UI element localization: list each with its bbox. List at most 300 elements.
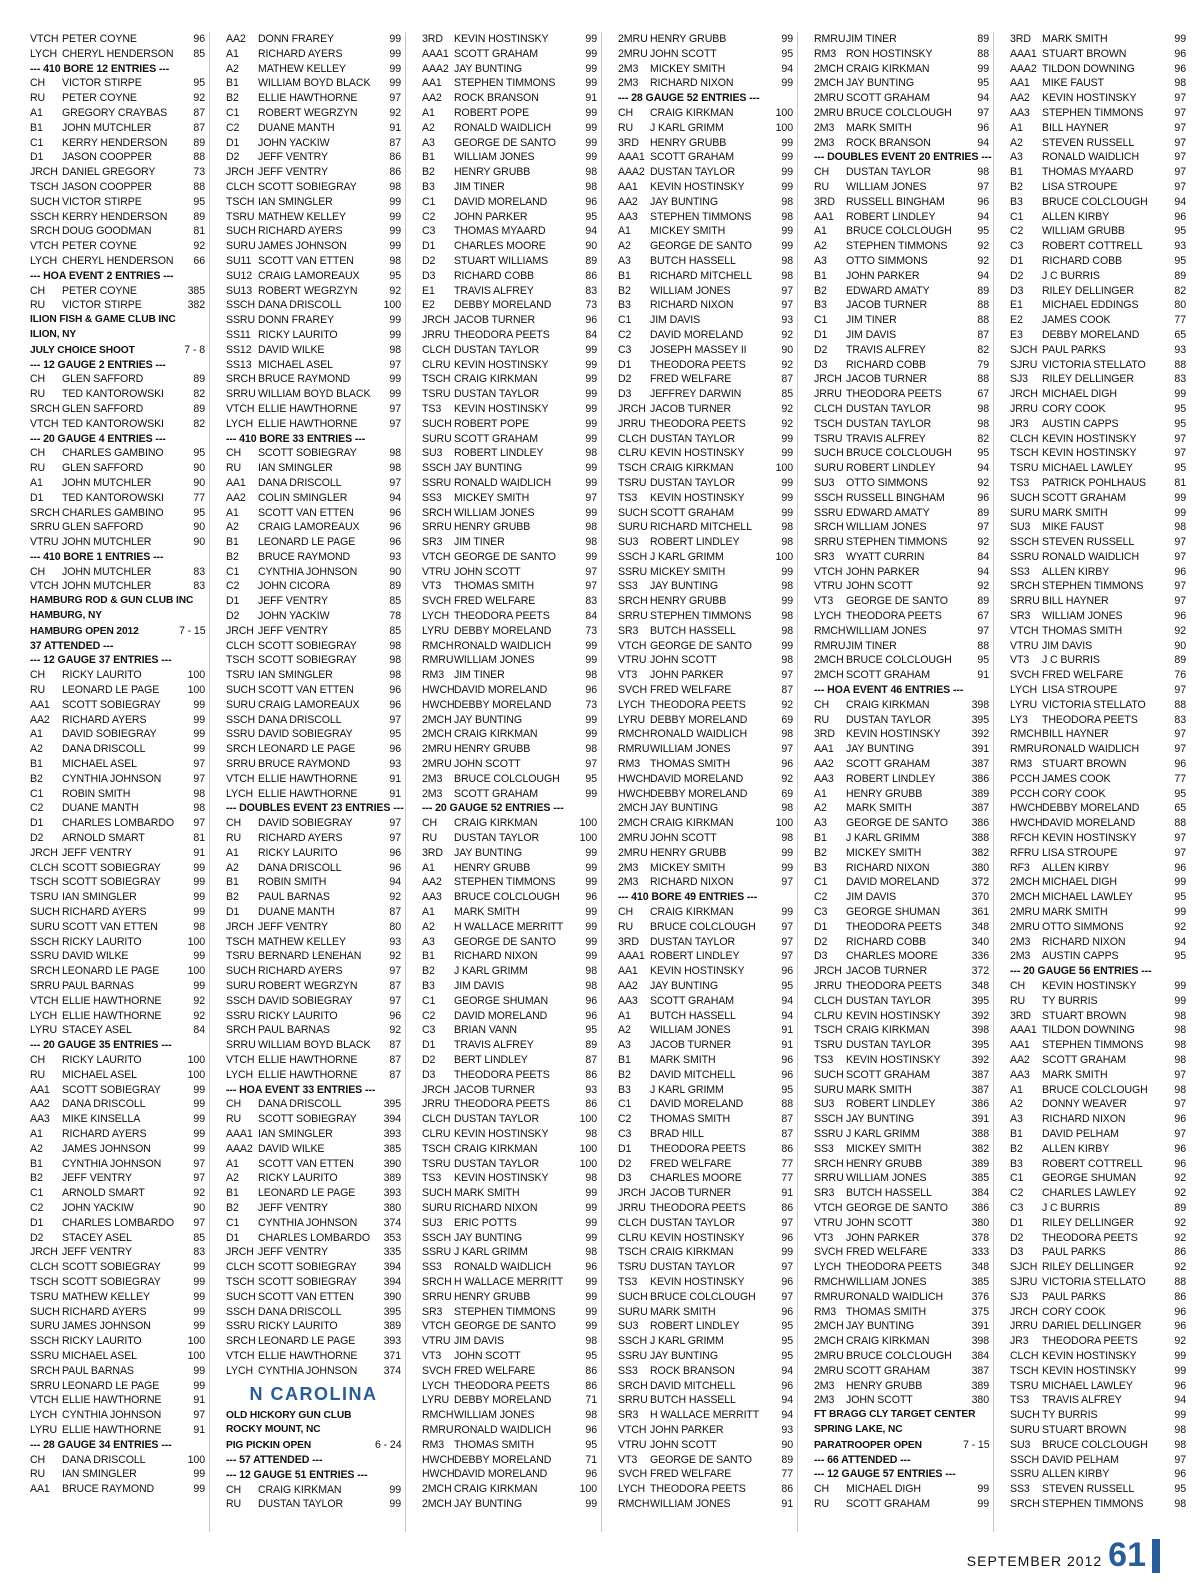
class-code: JRRU: [618, 1201, 646, 1214]
class-code: 2M3: [618, 861, 639, 874]
result-row: [814, 1290, 989, 1305]
shooter-name: DUSTAN TAYLOR: [846, 402, 932, 415]
shooter-name: RICKY LAURITO: [258, 846, 338, 859]
class-code: C2: [30, 1201, 44, 1214]
shooter-name: TILDON DOWNING: [1042, 1024, 1135, 1037]
result-row: [814, 1009, 989, 1024]
class-code: CLCH: [226, 180, 255, 193]
shooter-name: J KARL GRIMM: [454, 1246, 528, 1259]
class-code: D1: [30, 151, 44, 164]
shooter-name: JOHN MUTCHLER: [62, 476, 152, 489]
shooter-name: RICHARD COBB: [1042, 254, 1123, 267]
score: 73: [585, 624, 597, 637]
result-row: [422, 979, 597, 994]
score: 93: [1174, 240, 1186, 253]
result-row: [226, 136, 401, 151]
score: 99: [193, 1261, 205, 1274]
class-code: SRCH: [226, 373, 256, 386]
score: 90: [781, 1438, 793, 1451]
class-code: HWCH: [618, 772, 651, 785]
result-row: [618, 1097, 793, 1112]
class-code: A2: [422, 920, 435, 933]
class-code: 2MRU: [422, 758, 452, 771]
shooter-name: PAUL BARNAS: [62, 980, 134, 992]
score: 393: [383, 1187, 401, 1200]
score: 97: [389, 417, 401, 430]
shooter-name: ALLEN KIRBY: [1042, 1468, 1110, 1481]
score: 98: [585, 1172, 597, 1185]
shooter-name: SCOTT VAN ETTEN: [62, 920, 158, 933]
shooter-name: GEORGE DE SANTO: [650, 240, 752, 253]
shooter-name: SCOTT VAN ETTEN: [258, 1157, 354, 1170]
shooter-name: JOHN SCOTT: [846, 1394, 913, 1407]
class-code: PCCH: [1010, 772, 1040, 785]
score: 97: [781, 920, 793, 933]
result-row: [226, 1157, 401, 1172]
class-code: TSRU: [814, 1039, 843, 1052]
class-code: C3: [1010, 240, 1024, 253]
class-code: AA2: [1010, 92, 1030, 105]
shooter-name: DANA DRISCOLL: [258, 1098, 342, 1111]
shooter-name: LEONARD LE PAGE: [258, 1335, 356, 1348]
shooter-name: GLEN SAFFORD: [62, 462, 144, 475]
result-row: [618, 1142, 793, 1157]
class-code: SSRU: [618, 565, 648, 578]
shooter-name: EDWARD AMATY: [846, 506, 930, 519]
score: 98: [389, 447, 401, 460]
result-row: [814, 1068, 989, 1083]
result-row: [422, 47, 597, 62]
score: 94: [1174, 1394, 1186, 1407]
result-row: [226, 1142, 401, 1157]
score: 92: [193, 994, 205, 1007]
result-row: [1010, 180, 1186, 195]
class-code: B2: [30, 1172, 43, 1185]
result-row: [422, 565, 597, 580]
shooter-name: BILL HAYNER: [1042, 728, 1109, 741]
score: 386: [971, 817, 989, 830]
result-row: [1010, 1364, 1186, 1379]
result-row: [618, 1157, 793, 1172]
result-row: [422, 875, 597, 890]
class-code: SSRU: [422, 1246, 452, 1259]
score: 99: [389, 1483, 401, 1496]
class-code: B3: [814, 299, 827, 312]
class-code: VTCH: [618, 639, 647, 652]
result-row: [422, 713, 597, 728]
score: 87: [193, 121, 205, 134]
class-code: C2: [226, 580, 240, 593]
score: 90: [389, 565, 401, 578]
shooter-name: DEBBY MORELAND: [1042, 802, 1140, 815]
score: 80: [1174, 299, 1186, 312]
class-code: TSCH: [30, 876, 59, 889]
event-heading: [226, 1468, 401, 1483]
result-row: [422, 313, 597, 328]
class-code: AAA2: [226, 1142, 253, 1155]
result-row: [1010, 713, 1186, 728]
shooter-name: DEBBY MORELAND: [650, 713, 748, 726]
score: 385: [971, 1172, 989, 1185]
score: 91: [193, 1423, 205, 1436]
shooter-name: GEORGE DE SANTO: [846, 817, 948, 830]
shooter-name: ARNOLD SMART: [62, 1187, 145, 1200]
score: 97: [781, 299, 793, 312]
score: 96: [1174, 1142, 1186, 1155]
score: 83: [193, 1246, 205, 1259]
class-code: A1: [814, 225, 827, 238]
shooter-name: WILLIAM JONES: [454, 506, 535, 519]
result-row: [422, 994, 597, 1009]
shooter-name: HENRY GRUBB: [454, 166, 531, 179]
result-row: [618, 1393, 793, 1408]
shooter-name: MICKEY SMITH: [650, 861, 726, 874]
shooter-name: JIM TINER: [454, 180, 505, 193]
result-row: [814, 239, 989, 254]
score: 86: [585, 1098, 597, 1111]
shooter-name: FRED WELFARE: [650, 373, 732, 386]
score: 98: [977, 166, 989, 179]
class-code: SSRU: [30, 950, 60, 963]
result-row: [226, 742, 401, 757]
score: 95: [977, 654, 989, 667]
score: 97: [1174, 1098, 1186, 1111]
event-title: --- 410 BORE 33 ENTRIES ---: [226, 432, 366, 445]
score: 92: [977, 254, 989, 267]
result-row: [618, 313, 793, 328]
shooter-name: KEVIN HOSTINSKY: [1042, 1349, 1137, 1362]
shooter-name: BRUCE RAYMOND: [258, 550, 351, 563]
result-row: [618, 683, 793, 698]
class-code: CLCH: [618, 1216, 647, 1229]
shooter-name: JEFF VENTRY: [62, 846, 132, 859]
result-row: [1010, 1201, 1186, 1216]
class-code: VTCH: [226, 772, 255, 785]
shooter-name: RICHARD NIXON: [650, 876, 734, 889]
result-row: [30, 1393, 205, 1408]
score: 92: [1174, 624, 1186, 637]
result-row: [814, 1038, 989, 1053]
score: 95: [585, 1438, 597, 1451]
result-row: [422, 1038, 597, 1053]
score: 71: [585, 1394, 597, 1407]
shooter-name: CRAIG KIRKMAN: [454, 1142, 538, 1155]
result-row: [1010, 639, 1186, 654]
class-code: SUCH: [814, 447, 844, 460]
shooter-name: GEORGE DE SANTO: [454, 935, 556, 948]
score: 97: [1174, 536, 1186, 549]
score: 83: [1174, 373, 1186, 386]
class-code: B2: [422, 965, 435, 978]
result-row: [422, 210, 597, 225]
result-row: [226, 1009, 401, 1024]
shooter-name: DAVID WILKE: [258, 343, 325, 356]
score: 92: [781, 358, 793, 371]
result-row: [814, 668, 989, 683]
score: 99: [585, 906, 597, 919]
class-code: CH: [30, 1053, 46, 1066]
score: 77: [1174, 772, 1186, 785]
shooter-name: WILLIAM JONES: [1042, 610, 1123, 623]
shooter-name: DAVID MORELAND: [454, 1009, 548, 1022]
result-row: [814, 195, 989, 210]
class-code: SR3: [814, 550, 835, 563]
results-column-1: [30, 32, 210, 1532]
score: 82: [193, 388, 205, 401]
score: 94: [977, 269, 989, 282]
class-code: A2: [226, 62, 239, 75]
class-code: JRRU: [422, 1098, 450, 1111]
score: 92: [1174, 1231, 1186, 1244]
score: 99: [585, 1201, 597, 1214]
result-row: [226, 594, 401, 609]
score: 100: [187, 965, 205, 978]
shooter-name: SCOTT SOBIEGRAY: [62, 1083, 161, 1096]
score: 98: [781, 624, 793, 637]
result-row: [618, 284, 793, 299]
class-code: JRCH: [422, 314, 450, 327]
class-code: 2M3: [618, 876, 639, 889]
score: 94: [1174, 935, 1186, 948]
shooter-name: MIKE KINSELLA: [62, 1113, 141, 1126]
class-code: D1: [618, 1142, 632, 1155]
class-code: AA1: [814, 210, 834, 223]
class-code: C2: [618, 1113, 632, 1126]
score: 92: [977, 580, 989, 593]
score: 97: [781, 669, 793, 682]
result-row: [1010, 1112, 1186, 1127]
shooter-name: JOHN SCOTT: [846, 580, 913, 593]
shooter-name: RICHARD AYERS: [258, 47, 343, 60]
shooter-name: BRUCE RAYMOND: [62, 1483, 155, 1496]
class-code: SJRU: [1010, 1275, 1038, 1288]
class-code: A1: [618, 225, 631, 238]
score: 99: [781, 491, 793, 504]
result-row: [618, 979, 793, 994]
result-row: [30, 1319, 205, 1334]
class-code: VT3: [422, 580, 442, 593]
score: 99: [389, 240, 401, 253]
class-code: LYRU: [422, 1394, 450, 1407]
shooter-name: LEONARD LE PAGE: [62, 1379, 160, 1392]
class-code: SUCH: [618, 506, 648, 519]
shooter-name: AUSTIN CAPPS: [1042, 417, 1119, 430]
score: 98: [781, 210, 793, 223]
shooter-name: MATHEW KELLEY: [258, 935, 346, 948]
result-row: [618, 846, 793, 861]
class-code: B1: [618, 269, 631, 282]
score: 99: [585, 846, 597, 859]
score: 99: [193, 1098, 205, 1111]
result-row: [618, 461, 793, 476]
score: 99: [585, 876, 597, 889]
result-row: [618, 136, 793, 151]
result-row: [1010, 787, 1186, 802]
event-title: --- 20 GAUGE 4 ENTRIES ---: [30, 432, 166, 445]
result-row: [226, 298, 401, 313]
score: 97: [193, 1409, 205, 1422]
shooter-name: ERIC POTTS: [454, 1216, 517, 1229]
shooter-name: FRED WELFARE: [846, 1246, 928, 1259]
class-code: RU: [226, 1113, 242, 1126]
score: 96: [1174, 861, 1186, 874]
score: 95: [1174, 225, 1186, 238]
score: 99: [585, 106, 597, 119]
result-row: [30, 1068, 205, 1083]
shooter-name: JOHN YACKIW: [258, 136, 330, 149]
class-code: SSCH: [422, 462, 452, 475]
result-row: [226, 1171, 401, 1186]
class-code: TSRU: [30, 1290, 59, 1303]
result-row: [422, 402, 597, 417]
shooter-name: JOHN CICORA: [258, 580, 330, 593]
result-row: [30, 1290, 205, 1305]
score: 97: [389, 965, 401, 978]
class-code: SRCH: [422, 1275, 452, 1288]
result-row: [226, 727, 401, 742]
result-row: [1010, 1171, 1186, 1186]
score: 97: [193, 1172, 205, 1185]
result-row: [1010, 47, 1186, 62]
shooter-name: SCOTT SOBIEGRAY: [258, 654, 357, 667]
score: 98: [389, 639, 401, 652]
shooter-name: RICHARD NIXON: [846, 861, 930, 874]
result-row: [226, 565, 401, 580]
result-row: [30, 224, 205, 239]
score: 97: [1174, 743, 1186, 756]
result-row: [814, 121, 989, 136]
score: 96: [389, 698, 401, 711]
result-row: [30, 698, 205, 713]
score: 82: [193, 417, 205, 430]
shooter-name: RICHARD NIXON: [650, 299, 734, 312]
shooter-name: DAVID SOBIEGRAY: [258, 994, 353, 1007]
class-code: A1: [30, 106, 43, 119]
score: 99: [585, 151, 597, 164]
shooter-name: JACOB TURNER: [454, 1083, 536, 1096]
class-code: C1: [1010, 210, 1024, 223]
result-row: [226, 683, 401, 698]
score: 95: [1174, 402, 1186, 415]
shooter-name: BUTCH HASSELL: [650, 1009, 736, 1022]
shooter-name: JAY BUNTING: [454, 462, 522, 475]
event-title: --- 12 GAUGE 51 ENTRIES ---: [226, 1468, 368, 1481]
class-code: A1: [1010, 1083, 1023, 1096]
shooter-name: JACOB TURNER: [650, 1187, 732, 1200]
class-code: D1: [30, 1216, 44, 1229]
result-row: [30, 565, 205, 580]
result-row: [618, 1423, 793, 1438]
result-row: [422, 136, 597, 151]
result-row: [30, 136, 205, 151]
shooter-name: DAVID MITCHELL: [650, 1379, 736, 1392]
class-code: TSRU: [1010, 1379, 1039, 1392]
shooter-name: LISA STROUPE: [1042, 180, 1118, 193]
score: 100: [579, 1483, 597, 1496]
event-heading: [226, 1453, 401, 1468]
result-row: [422, 476, 597, 491]
result-row: [226, 446, 401, 461]
shooter-name: JOSEPH MASSEY II: [650, 343, 747, 356]
shooter-name: LEONARD LE PAGE: [258, 536, 356, 549]
class-code: 2MCH: [814, 1320, 844, 1333]
score: 81: [193, 832, 205, 845]
class-code: 2MRU: [814, 1349, 844, 1362]
club-info: HAMBURG OPEN 2012: [30, 625, 139, 637]
result-row: [1010, 816, 1186, 831]
class-code: D2: [814, 935, 828, 948]
class-code: B1: [814, 269, 827, 282]
shooter-name: SCOTT GRAHAM: [650, 151, 734, 164]
score: 89: [977, 595, 989, 608]
result-row: [226, 1483, 401, 1498]
score: 92: [1174, 1172, 1186, 1185]
shooter-name: KEVIN HOSTINSKY: [650, 447, 745, 460]
score: 98: [781, 195, 793, 208]
result-row: [814, 254, 989, 269]
score: 96: [1174, 1379, 1186, 1392]
class-code: SURU: [814, 462, 844, 475]
class-code: B2: [226, 92, 239, 105]
shooter-name: MARK SMITH: [1042, 506, 1108, 519]
shooter-name: TY BURRIS: [1042, 994, 1098, 1007]
result-row: [226, 698, 401, 713]
result-row: [814, 1245, 989, 1260]
result-row: [226, 579, 401, 594]
shooter-name: DANA DRISCOLL: [258, 1305, 342, 1318]
class-code: VTCH: [618, 1423, 647, 1436]
event-heading: [30, 432, 205, 447]
shooter-name: RICKY LAURITO: [258, 328, 338, 341]
class-code: AAA2: [422, 62, 449, 75]
score: 98: [193, 802, 205, 815]
score: 390: [383, 1290, 401, 1303]
class-code: 2M3: [422, 772, 443, 785]
score: 99: [389, 47, 401, 60]
shooter-name: THEODORA PEETS: [846, 388, 942, 401]
class-code: AAA1: [226, 1127, 253, 1140]
score: 95: [193, 447, 205, 460]
shooter-name: JOHN SCOTT: [846, 1216, 913, 1229]
score: 87: [781, 373, 793, 386]
result-row: [814, 106, 989, 121]
result-row: [226, 831, 401, 846]
class-code: SS3: [1010, 565, 1030, 578]
result-row: [814, 269, 989, 284]
shooter-name: MICHAEL DIGH: [1042, 876, 1117, 889]
result-row: [422, 269, 597, 284]
result-row: [226, 1112, 401, 1127]
shooter-name: JOHN PARKER: [454, 210, 528, 223]
class-code: RU: [226, 832, 242, 845]
result-row: [226, 624, 401, 639]
shooter-name: DEBBY MORELAND: [1042, 328, 1140, 341]
shooter-name: RICHARD AYERS: [62, 1127, 147, 1140]
shooter-name: STEPHEN TIMMONS: [650, 610, 752, 623]
class-code: TSCH: [814, 417, 843, 430]
class-code: A1: [814, 787, 827, 800]
class-code: VTCH: [30, 580, 59, 593]
score: 97: [1174, 684, 1186, 697]
class-code: AA1: [30, 698, 50, 711]
shooter-name: CRAIG KIRKMAN: [846, 1335, 930, 1348]
result-row: [226, 1023, 401, 1038]
score: 99: [1174, 876, 1186, 889]
score: 87: [585, 1053, 597, 1066]
shooter-name: BRUCE RAYMOND: [258, 758, 351, 771]
result-row: [422, 1216, 597, 1231]
result-row: [1010, 106, 1186, 121]
